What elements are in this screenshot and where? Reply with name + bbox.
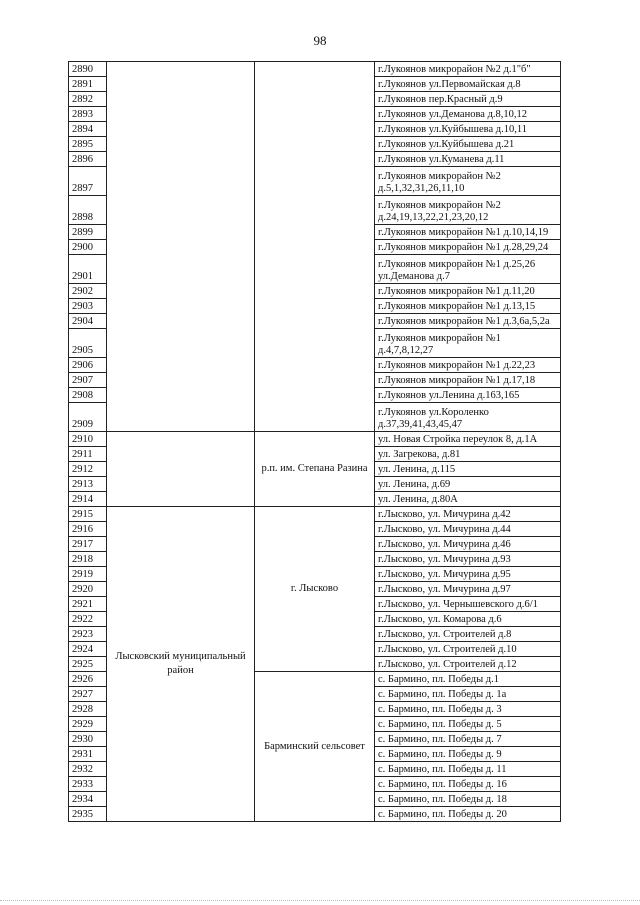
address-cell: г.Лукоянов микрорайон №2 д.1"б" [375,62,561,77]
address-cell: г.Лысково, ул. Мичурина д.97 [375,582,561,597]
address-cell: г.Лукоянов микрорайон №2 д.5,1,32,31,26,11,10 [375,167,561,196]
address-cell: г.Лысково, ул. Строителей д.8 [375,627,561,642]
address-cell: г.Лукоянов ул.Ленина д.163,165 [375,388,561,403]
row-number-cell: 2923 [69,627,107,642]
address-cell: ул. Ленина, д.115 [375,462,561,477]
address-cell: с. Бармино, пл. Победы д. 5 [375,717,561,732]
row-number-cell: 2934 [69,792,107,807]
address-cell: г.Лукоянов микрорайон №1 д.17,18 [375,373,561,388]
row-number-cell: 2915 [69,507,107,522]
settlement-cell-razin: р.п. им. Степана Разина [255,432,375,507]
municipality-cell-empty [107,432,255,507]
row-number-cell: 2920 [69,582,107,597]
row-number-cell: 2901 [69,255,107,284]
row-number-cell: 2898 [69,196,107,225]
row-number-cell: 2921 [69,597,107,612]
address-cell: г.Лукоянов микрорайон №1 д.11,20 [375,284,561,299]
row-number-cell: 2899 [69,225,107,240]
address-cell: г.Лукоянов микрорайон №1 д.13,15 [375,299,561,314]
address-cell: с. Бармино, пл. Победы д. 1а [375,687,561,702]
row-number-cell: 2905 [69,329,107,358]
row-number-cell: 2911 [69,447,107,462]
row-number-cell: 2904 [69,314,107,329]
row-number-cell: 2907 [69,373,107,388]
settlement-cell-empty [255,62,375,432]
row-number-cell: 2903 [69,299,107,314]
address-cell: г.Лукоянов микрорайон №1 д.28,29,24 [375,240,561,255]
address-cell: г.Лукоянов микрорайон №2 д.24,19,13,22,21,23,20,12 [375,196,561,225]
settlement-cell-lyskovo: г. Лысково [255,507,375,672]
address-cell: с. Бармино, пл. Победы д. 3 [375,702,561,717]
row-number-cell: 2912 [69,462,107,477]
row-number-cell: 2928 [69,702,107,717]
row-number-cell: 2893 [69,107,107,122]
address-cell: г.Лысково, ул. Мичурина д.42 [375,507,561,522]
row-number-cell: 2926 [69,672,107,687]
row-number-cell: 2910 [69,432,107,447]
page-bottom-divider [0,900,640,901]
row-number-cell: 2906 [69,358,107,373]
municipality-cell-lyskovo: Лысковский муниципальный район [107,507,255,822]
address-cell: ул. Ленина, д.69 [375,477,561,492]
row-number-cell: 2914 [69,492,107,507]
address-cell: г.Лукоянов микрорайон №1 д.3,6а,5,2а [375,314,561,329]
address-cell: г.Лукоянов ул.Короленко д.37,39,41,43,45,47 [375,403,561,432]
row-number-cell: 2929 [69,717,107,732]
address-cell: г.Лукоянов микрорайон №1 д.25,26 ул.Деманова д.7 [375,255,561,284]
address-cell: г.Лысково, ул. Строителей д.12 [375,657,561,672]
row-number-cell: 2897 [69,167,107,196]
address-cell: с. Бармино, пл. Победы д. 11 [375,762,561,777]
address-cell: с. Бармино, пл. Победы д. 7 [375,732,561,747]
row-number-cell: 2894 [69,122,107,137]
row-number-cell: 2909 [69,403,107,432]
address-cell: г.Лукоянов ул.Куйбышева д.21 [375,137,561,152]
address-cell: г.Лысково, ул. Строителей д.10 [375,642,561,657]
row-number-cell: 2919 [69,567,107,582]
row-number-cell: 2891 [69,77,107,92]
address-cell: ул. Ленина, д.80А [375,492,561,507]
row-number-cell: 2918 [69,552,107,567]
row-number-cell: 2927 [69,687,107,702]
municipality-cell-empty [107,62,255,432]
row-number-cell: 2913 [69,477,107,492]
address-table [68,61,561,822]
table-row [69,432,561,447]
address-cell: г.Лысково, ул. Мичурина д.93 [375,552,561,567]
row-number-cell: 2900 [69,240,107,255]
row-number-cell: 2895 [69,137,107,152]
address-cell: г.Лукоянов пер.Красный д.9 [375,92,561,107]
address-cell: г.Лысково, ул. Мичурина д.44 [375,522,561,537]
address-cell: г.Лысково, ул. Мичурина д.95 [375,567,561,582]
row-number-cell: 2916 [69,522,107,537]
table-row [69,62,561,77]
row-number-cell: 2932 [69,762,107,777]
row-number-cell: 2890 [69,62,107,77]
row-number-cell: 2924 [69,642,107,657]
address-cell: г.Лукоянов микрорайон №1 д.4,7,8,12,27 [375,329,561,358]
row-number-cell: 2925 [69,657,107,672]
row-number-cell: 2922 [69,612,107,627]
address-cell: г.Лукоянов ул.Куйбышева д.10,11 [375,122,561,137]
address-cell: с. Бармино, пл. Победы д. 18 [375,792,561,807]
address-cell: с. Бармино, пл. Победы д.1 [375,672,561,687]
address-cell: г.Лысково, ул. Чернышевского д.6/1 [375,597,561,612]
settlement-cell-barmino: Барминский сельсовет [255,672,375,822]
row-number-cell: 2933 [69,777,107,792]
address-cell: г.Лукоянов ул.Деманова д.8,10,12 [375,107,561,122]
address-cell: с. Бармино, пл. Победы д. 9 [375,747,561,762]
row-number-cell: 2935 [69,807,107,822]
row-number-cell: 2931 [69,747,107,762]
address-cell: г.Лукоянов ул.Первомайская д.8 [375,77,561,92]
address-cell: г.Лукоянов микрорайон №1 д.22,23 [375,358,561,373]
page-number: 98 [313,33,327,48]
table-row [69,507,561,522]
row-number-cell: 2930 [69,732,107,747]
row-number-cell: 2896 [69,152,107,167]
address-cell: г.Лукоянов микрорайон №1 д.10,14,19 [375,225,561,240]
address-cell: г.Лысково, ул. Комарова д.6 [375,612,561,627]
address-cell: с. Бармино, пл. Победы д. 20 [375,807,561,822]
row-number-cell: 2908 [69,388,107,403]
row-number-cell: 2917 [69,537,107,552]
address-cell: г.Лысково, ул. Мичурина д.46 [375,537,561,552]
address-cell: с. Бармино, пл. Победы д. 16 [375,777,561,792]
address-cell: г.Лукоянов ул.Куманева д.11 [375,152,561,167]
address-cell: ул. Загрекова, д.81 [375,447,561,462]
row-number-cell: 2892 [69,92,107,107]
row-number-cell: 2902 [69,284,107,299]
address-cell: ул. Новая Стройка переулок 8, д.1А [375,432,561,447]
